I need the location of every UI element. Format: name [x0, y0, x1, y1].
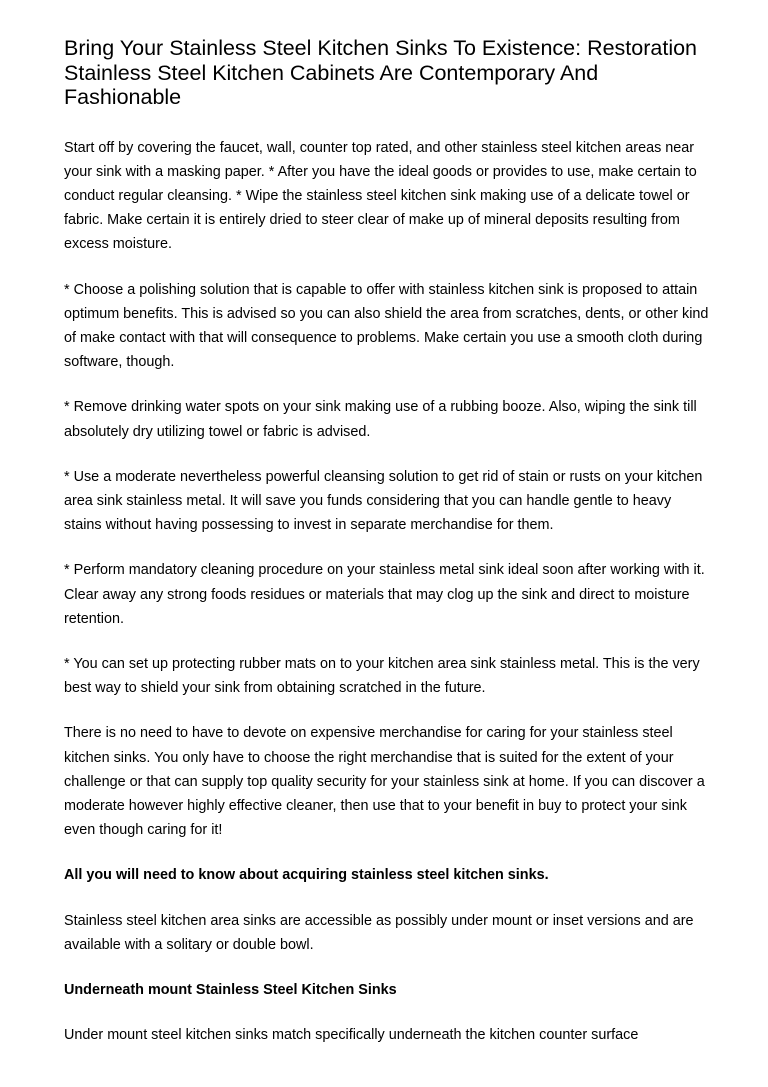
paragraph-merchandise: There is no need to have to devote on expensive merchandise for caring for your stainless steel kitchen sinks. You only have to choose the right merchandise that is suited for the extent of your challenge or that can supply top quality security for your stainless sink at home. If you can discover a moderate however highly effective cleaner, then use that to your benefit in buy to protect your sink even though caring for it!	[64, 725, 705, 839]
paragraph-water-spots: * Remove drinking water spots on your sink making use of a rubbing booze. Also, wiping the sink till absolutely dry utilizing towel or fabric is advised.	[64, 399, 697, 440]
paragraph-intro: Start off by covering the faucet, wall, counter top rated, and other stainless steel kitchen areas near your sink with a masking paper. * After you have the ideal goods or provides to use, make certain to conduct regular cleansing. * Wipe the stainless steel kitchen sink making use of a delicate towel or fabric. Make certain it is entirely dried to steer clear of make up of mineral deposits resulting from excess moisture.	[64, 139, 697, 253]
paragraph-sink-types: Stainless steel kitchen area sinks are accessible as possibly under mount or inset versions and are available with a solitary or double bowl.	[64, 912, 694, 953]
paragraph-under-mount: Under mount steel kitchen sinks match specifically underneath the kitchen counter surface	[64, 1027, 639, 1044]
section-heading-acquiring: All you will need to know about acquiring stainless steel kitchen sinks.	[64, 867, 549, 884]
document-page	[64, 36, 712, 1047]
section-heading-under-mount: Underneath mount Stainless Steel Kitchen Sinks	[64, 981, 397, 998]
paragraph-mandatory-cleaning: * Perform mandatory cleaning procedure on your stainless metal sink ideal soon after working with it. Clear away any strong foods residues or materials that may clog up the sink and direct to moisture retention.	[64, 562, 705, 627]
paragraph-polishing: * Choose a polishing solution that is capable to offer with stainless kitchen sink is proposed to attain optimum benefits. This is advised so you can also shield the area from scratches, dents, or other kind of make contact with that will consequence to problems. Make certain you use a smooth cloth during software, though.	[64, 281, 709, 371]
paragraph-cleansing-solution: * Use a moderate nevertheless powerful cleansing solution to get rid of stain or rusts on your kitchen area sink stainless metal. It will save you funds considering that you can handle gentle to heavy stains without having possessing to invest in separate merchandise for them.	[64, 468, 703, 534]
paragraph-rubber-mats: * You can set up protecting rubber mats on to your kitchen area sink stainless metal. This is the very best way to shield your sink from obtaining scratched in the future.	[64, 655, 700, 697]
document-title: Bring Your Stainless Steel Kitchen Sinks To Existence: Restoration Stainless Steel Kitchen Cabinets Are Contemporary And Fashionable	[64, 36, 698, 109]
